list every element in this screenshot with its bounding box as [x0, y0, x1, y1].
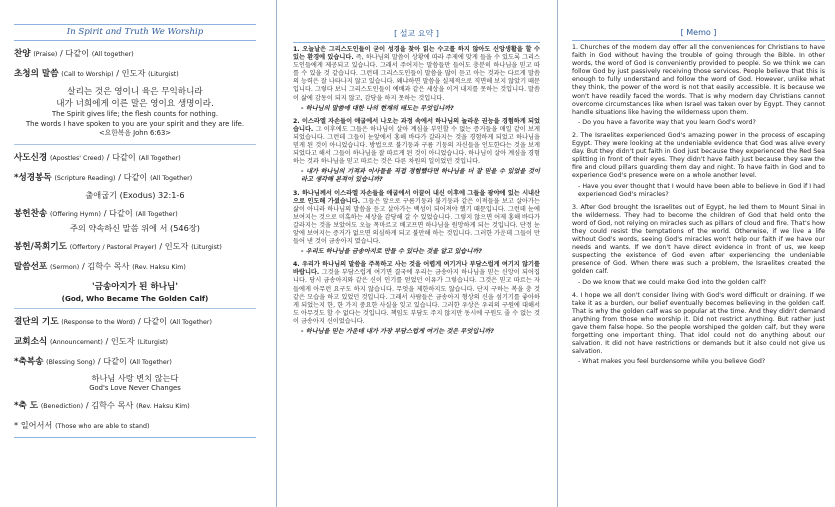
sermon-summary-panel — [281, 2, 552, 505]
item-title-en: (Sermon) — [49, 263, 80, 271]
item-title: 결단의 기도 — [14, 316, 59, 327]
summary-question: - 우리도 하나님을 금송아지로 만들 수 있다는 것을 알고 있습니까? — [301, 248, 482, 256]
memo-body — [572, 44, 825, 366]
worship-order-list — [14, 47, 256, 438]
summary-question: - 하나님을 믿는 가운데 내가 가장 부담스럽게 여기는 것은 무엇입니까? — [301, 328, 494, 335]
worship-item-call — [14, 67, 256, 81]
item-title: *성경봉독 — [14, 172, 52, 183]
call-verse-ko: 살리는 것은 영이니 육은 무익하니라 — [67, 87, 203, 97]
divider — [14, 144, 256, 145]
item-title: 초청의 말씀 — [14, 69, 59, 79]
worship-item-response — [14, 315, 256, 329]
worship-item-creed — [14, 151, 256, 165]
item-title-en: (Scripture Reading) — [54, 174, 116, 182]
worship-item-scripture — [14, 171, 256, 185]
item-role-en: (Liturgist) — [148, 71, 179, 78]
call-verse-ko-2: 내가 너희에게 이른 말은 영이요 생명이라. — [56, 98, 214, 109]
item-role-en: (All Together) — [150, 174, 193, 182]
call-verse-en: The Spirit gives life; the flesh counts for nothing. — [51, 110, 219, 118]
worship-item-benediction — [14, 399, 256, 413]
memo-paragraph: 1. Churches of the modern day offer all the conveniences for Christians to have faith in God without having the trouble of going through the Bible. In other words, the word of God is conveniently provided to people. So we think we can follow God by just passively receiving those services. People believe that this is enough to fully understand and follow the word of God. However, unlike what they think, the power of the word is not that easily accessible. It is because we won't have readily faced the words. That is why modern day Christians cannot overcome circumstances like when Israel was taken over by Egypt. They cannot handle situations like having the wilderness upon them. — [572, 44, 825, 116]
memo-paragraph: 4. I hope we all don't consider living with God's word difficult or draining. If we take it as a burden, our belief eventually becomes believing in the golden calf. That is why the golden calf was so popular at the time. And they didn't demand anything from those who worship it. Did not restrict anything. But rather just gave them false hope. So the people worshiped the golden calf, but they were forgetting one important thing. That idol could not do anything about our salvation. It did not have restrictions or demands but it also could not give us salvation. — [572, 291, 825, 356]
item-title: 교회소식 — [14, 336, 48, 347]
item-role: / 다같이 — [97, 355, 127, 366]
call-verse-en-2: The words I have spoken to you are your spirit and they are life. — [25, 119, 244, 128]
paragraph-text: 그것을 부담스럽게 여기면 결국에 우리는 금송아지 하나님을 믿는 신앙이 되어집니다. 당시 금송아지와 같은 신이 인기를 얻었던 이유가 그렇습니다. 그것은 믿고 따르는 자들에게 아무런 요구도 하지 않습니다. 무엇을 제한하지도 않습니다. 단지 구하는 복을 충 것 같은 모습을 하고 있었던 것입니다. 그래서 사람들은 금송아지 형상의 신을 섬기기를 좋아하게 되었는지 한, 한 가지 중요한 사실을 잊고 있습니다. 그러한 우상은 우리의 구원에 대해서도 아무것도 할 수 없다는 것입니다. 책임도 부담도 주지 않지만 동시에 구원도 줄 수 없는 것이 금송아지 신이었습니다. — [293, 269, 540, 325]
paragraph-text: 그 이후에도 그들은 하나님이 살아 계심을 부인할 수 없는 증거들을 매일 같이 보게 되었습니다. 그런데 그들이 눈앞에서 홍해 바다가 갈라지는 것을 경험하게 되었고 하나님을 믿게 된 것이 아니었습니다. 방법으로 불기둥과 구름 기둥의 자신들을 인도한다는 것을 보게 되었다고 해서 그들이 하나님을 잘 따르게 된 것이 아니었습니다. 하나님이 살아 계심을 경험하는 것과 하나님을 믿고 따르는 것은 다른 차원의 일이었던 것입니다. — [293, 125, 540, 166]
worship-item-pastoral-prayer — [14, 240, 256, 254]
divider — [293, 42, 540, 43]
paragraph-text: 즉, 하나님의 말씀이 상황에 따라 주제에 맞게 들을 수 있도록 그리스도인들에게 제공되고 있습니다. 그래서 주어지는 말씀들만 들어도 충분히 하나님을 믿고 따를 수 있을 것 같습니다. 그런데 그리스도인들이 말씀을 많이 듣고 아는 것과는 다르게 말씀의 능력은 잘 나타나지 않고 있습니다. 왜냐하면 말씀을 실제적으로 직면해 보지 않았기 때문입니다. 그렇다 보니 그리스도인들이 예배과 같은 세상을 이겨 내지를 못하는 것입니다. 말씀이 삶에 감동이 되지 않고, 감당을 하지 못하는 것입니다. — [293, 54, 541, 102]
paragraph-lead: 1. 오늘날은 그리스도인들이 굳이 성경을 찾아 읽는 수고를 하지 않아도 신앙생활을 할 수 있는 환경에 있습니다. — [293, 46, 540, 62]
item-title-en: (Announcement) — [49, 338, 103, 346]
stand-note — [14, 419, 256, 433]
item-title-en: (Apostles' Creed) — [49, 154, 105, 162]
item-title-en: (Response to the Word) — [61, 318, 136, 326]
divider — [572, 40, 825, 41]
worship-item-praise — [14, 47, 256, 61]
worship-item-blessing — [14, 355, 256, 369]
summary-title: [ 설교 요약 ] — [394, 29, 439, 38]
item-role-en: (Liturgist) — [137, 338, 168, 346]
item-role-en: (Rev. Haksu Kim) — [132, 263, 186, 271]
order-of-worship-panel — [0, 2, 270, 505]
worship-item-offering — [14, 207, 256, 221]
summary-question: - 하나님의 말씀에 대한 나의 현재의 태도는 무엇입니까? — [301, 104, 454, 112]
stand-note-en: (Those who are able to stand) — [55, 423, 150, 430]
summary-paragraph — [293, 190, 540, 247]
item-role-en: (Liturgist) — [191, 243, 222, 251]
item-role-en: (All together) — [91, 51, 134, 58]
item-title: *축복송 — [14, 356, 44, 367]
item-role-en: (All Together) — [129, 358, 172, 366]
item-role-en: (All Together) — [138, 154, 181, 162]
item-title-en: (Offering Hymn) — [49, 210, 101, 218]
item-role: / 김학수 목사 — [81, 260, 130, 271]
item-role-en: (All Together) — [169, 318, 212, 326]
worship-item-announcement — [14, 335, 256, 349]
sermon-title-en: (God, Who Became The Golden Calf) — [61, 293, 209, 303]
worship-header: In Spirit and Truth We Worship — [14, 24, 256, 41]
call-verse-ref: <요한복음 John 6:63> — [98, 129, 172, 137]
summary-body — [293, 46, 540, 336]
item-title: 봉헌/목회기도 — [14, 241, 67, 252]
item-title: 말씀선포 — [14, 261, 48, 272]
summary-paragraph — [293, 261, 540, 326]
item-title: 사도신경 — [14, 152, 48, 163]
summary-question: - 내가 하나님의 기적과 이사들을 직접 경험했다면 하나님을 더 잘 믿을 수 있었을 것이라고 생각해 본적이 있습니까? — [301, 168, 540, 184]
item-title: 찬양 — [14, 49, 31, 59]
memo-question: - Do we know that we could make God into the golden calf? — [578, 278, 767, 286]
worship-item-sermon — [14, 260, 256, 274]
divider — [14, 308, 256, 309]
blessing-song-title-ko: 하나님 사랑 변치 않는다 — [91, 372, 179, 383]
memo-title: [ Memo ] — [680, 28, 717, 37]
item-title: *축 도 — [14, 401, 39, 411]
memo-paragraph: 2. The Israelites experienced God's amazing power in the process of escaping Egypt. They were looking at the undeniable evidence that God was alive every day. But they didn't put faith in God just because they experienced the Red Sea splitting in front of their eyes. They didn't have faith just because they saw the fire and cloud pillars guarding them day and night. To have faith in God and to experience God's presence were on a whole another level. — [572, 131, 825, 180]
item-title: 봉헌찬송 — [14, 208, 48, 219]
item-role: / 다같이 — [103, 207, 133, 218]
blessing-song-title-en: God's Love Never Changes — [89, 383, 181, 392]
memo-paragraph: 3. After God brought the Israelites out of Egypt, he led them to Mount Sinai in the wilderness. They had to become the children of God that held onto the word of God, not relying on miracles such as pillars of cloud and fire. That's how they could resist the temptations of the world. Otherwise, if we live a life without God's words, seeing God's miracles won't help our faith if we have our needs and wants. If we don't have direct evidence in front of us, we keep suspecting the existence of God even after experiencing the undeniable presence of God. When there was such a problem, the Israelites created the golden calf. — [572, 203, 825, 276]
item-role: / 인도자 — [116, 68, 146, 78]
summary-paragraph — [293, 46, 540, 103]
memo-question: - What makes you feel burdensome while you believe God? — [578, 358, 766, 366]
stand-note-ko: * 일어서서 — [14, 420, 53, 430]
item-role: / 다같이 — [137, 315, 168, 326]
memo-question: - Do you have a favorite way that you learn God's word? — [578, 118, 756, 126]
item-title-en: (Call to Worship) — [61, 71, 114, 78]
paragraph-text: 그들은 앞으로 구름기둥과 불기둥과 같은 이적들을 보고 살아가는 삶이 아니라 하나님의 말씀을 듣고 살아가는 백성이 되어져야 했기 때문입니다. 그런데 눈에 보여지는 것으로 미혹하는 세상을 감당해 갈 수 있었습니다. 그렇지 않으면 어제 홍해 바다가 갈라지는 것을 보았어도 오늘 목마르고 배고프면 하나님을 원망하게 되는 것입니다. 단정 눈 앞에 보여지는 증거가 없으면 의심하게 되고 불만해 하는 것입니다. 그러한 가운데 그들이 만들어 낸 것이 금송아지 였습니다. — [293, 197, 540, 246]
item-role: / 김학수 목사 — [85, 400, 134, 410]
summary-paragraph — [293, 118, 540, 167]
item-role-en: (All Together) — [135, 210, 178, 218]
item-role-en: (Rev. Haksu Kim) — [136, 403, 190, 410]
panel-divider-left — [276, 0, 277, 507]
paragraph-lead: 2. 이스라엘 자손들이 애굽에서 나오는 과정 속에서 하나님의 놀라운 권능을 경험하게 되었습니다. — [293, 117, 540, 133]
item-title-en: (Blessing Song) — [46, 358, 96, 366]
paragraph-lead: 4. 우리가 하나님의 말씀을 주목하고 사는 것을 어렵게 여기거나 부담스럽게 여기지 않기를 바랍니다. — [293, 261, 540, 277]
scripture-reference: 출애굽기 (Exodus) 32:1-6 — [85, 189, 185, 200]
panel-divider-right — [557, 0, 558, 507]
offering-hymn-title: 주의 약속하신 말씀 위에 서 (546장) — [70, 222, 200, 233]
sermon-title-ko: '금송아지가 된 하나님' — [92, 281, 178, 292]
item-title-en: (Offertory / Pastoral Prayer) — [69, 243, 157, 251]
item-role: / 인도자 — [105, 335, 135, 346]
item-role: / 다같이 — [106, 151, 136, 162]
memo-question: - Have you ever thought that I would have been able to believe in God if I had experienced God's miracles? — [578, 182, 825, 198]
item-role: / 다같이 — [118, 171, 148, 182]
item-title-en: (Praise) — [33, 51, 58, 58]
item-title-en: (Benediction) — [40, 403, 84, 410]
item-role: / 인도자 — [159, 240, 189, 251]
item-role: / 다같이 — [60, 48, 90, 58]
paragraph-lead: 3. 하나님께서 이스라엘 자손들을 애굽에서 이끌어 내신 이후에 그들을 광야에 있는 시내산으로 인도해 가셨습니다. — [293, 189, 540, 205]
memo-panel — [562, 2, 835, 505]
